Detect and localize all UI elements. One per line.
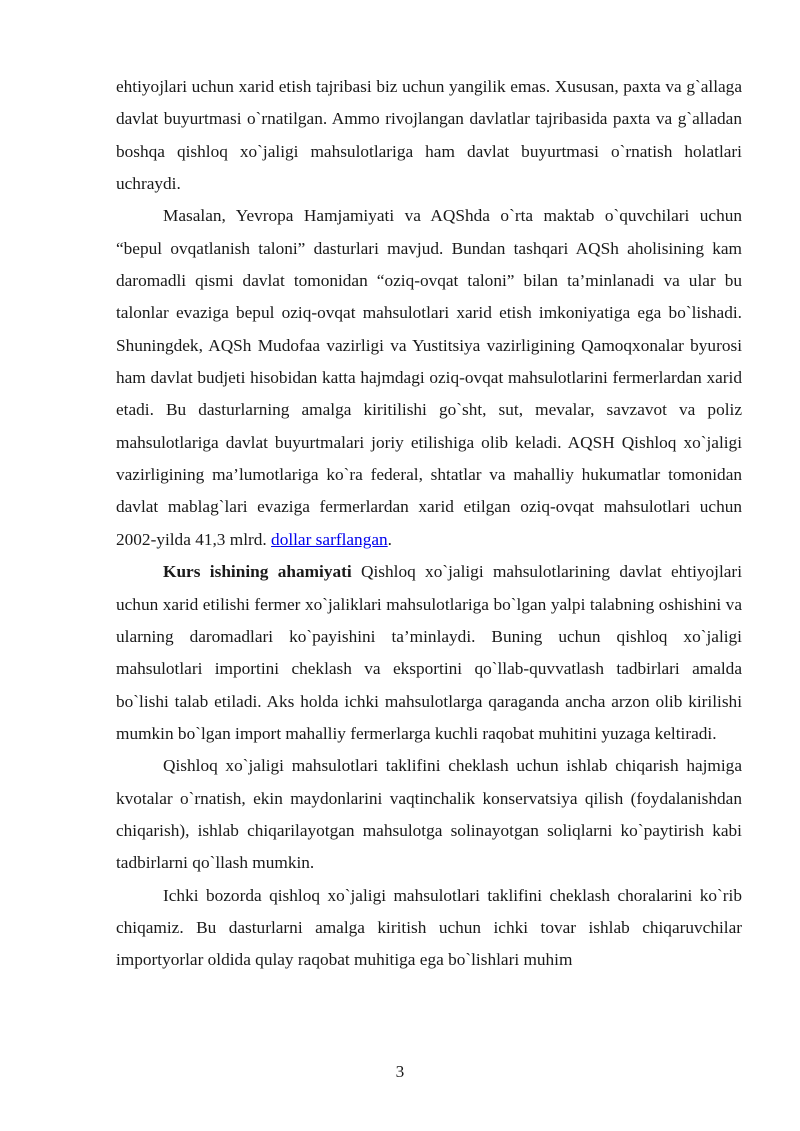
document-body: [116, 71, 742, 977]
dollar-link[interactable]: dollar sarflangan: [271, 529, 388, 549]
page-number: 3: [395, 1062, 405, 1081]
paragraph-importance-text: Qishloq xo`jaligi mahsulotlarining davlat ehtiyojlari uchun xarid etilishi fermer xo`jaliklari mahsulotlariga bo`lgan yalpi talabning oshishini va ularning daromadlari ko`payishini ta’minlaydi. Buning uchun qishloq xo`jaligi mahsulotlari importini cheklash va eksportini qo`llab-quvvatlash tadbirlari amalda bo`lishi talab etiladi. Aks holda ichki mahsulotlarga qaraganda ancha arzon olib kirilishi mumkin bo`lgan import mahalliy fermerlarga kuchli raqobat muhitini yuzaga keltiradi.: [116, 562, 742, 743]
paragraph-examples-tail: .: [387, 529, 392, 549]
paragraph-importance: [116, 556, 742, 750]
paragraph-examples: [116, 200, 742, 556]
paragraph-continuation: ehtiyojlari uchun xarid etish tajribasi biz uchun yangilik emas. Xususan, paxta va g`allaga davlat buyurtmasi o`rnatilgan. Ammo rivojlangan davlatlar tajribasida paxta va g`alladan boshqa qishloq xo`jaligi mahsulotlariga ham davlat buyurtmasi o`rnatish holatlari uchraydi.: [116, 77, 742, 194]
paragraph-supply-limits: Qishloq xo`jaligi mahsulotlari taklifini cheklash uchun ishlab chiqarish hajmiga kvotalar o`rnatish, ekin maydonlarini vaqtinchalik konservatsiya qilish (foydalanishdan chiqarish), ishlab chiqarilayotgan mahsulotga solinayotgan soliqlarni ko`paytirish kabi tadbirlarni qo`llash mumkin.: [116, 756, 742, 873]
paragraph-examples-text: Masalan, Yevropa Hamjamiyati va AQShda o`rta maktab o`quvchilari uchun “bepul ovqatlanish taloni” dasturlari mavjud. Bundan tashqari AQSh aholisining kam daromadli qismi davlat tomonidan “oziq-ovqat taloni” bilan ta’minlanadi va ular bu talonlar evaziga bepul oziq-ovqat mahsulotlari xarid etish imkoniyatiga ega bo`lishadi. Shuningdek, AQSh Mudofaa vazirligi va Yustitsiya vazirligining Qamoqxonalar byurosi ham davlat budjeti hisobidan katta hajmdagi oziq-ovqat mahsulotlarini fermerlardan xarid etadi. Bu dasturlarning amalga kiritilishi go`sht, sut, mevalar, savzavot va poliz mahsulotlariga davlat buyurtmalari joriy etilishiga olib keladi. AQSH Qishloq xo`jaligi vazirligining ma’lumotlariga ko`ra federal, shtatlar va mahalliy hukumatlar tomonidan davlat mablag`lari evaziga fermerlardan xarid etilgan oziq-ovqat mahsulotlari uchun 2002-yilda 41,3 mlrd.: [116, 206, 742, 549]
paragraph-domestic-market: Ichki bozorda qishloq xo`jaligi mahsulotlari taklifini cheklash choralarini ko`rib chiqamiz. Bu dasturlarni amalga kiritish uchun ichki tovar ishlab chiqaruvchilar importyorlar oldida qulay raqobat muhitiga ega bo`lishlari muhim: [116, 885, 742, 970]
section-lead-heading: Kurs ishining ahamiyati: [163, 562, 352, 582]
